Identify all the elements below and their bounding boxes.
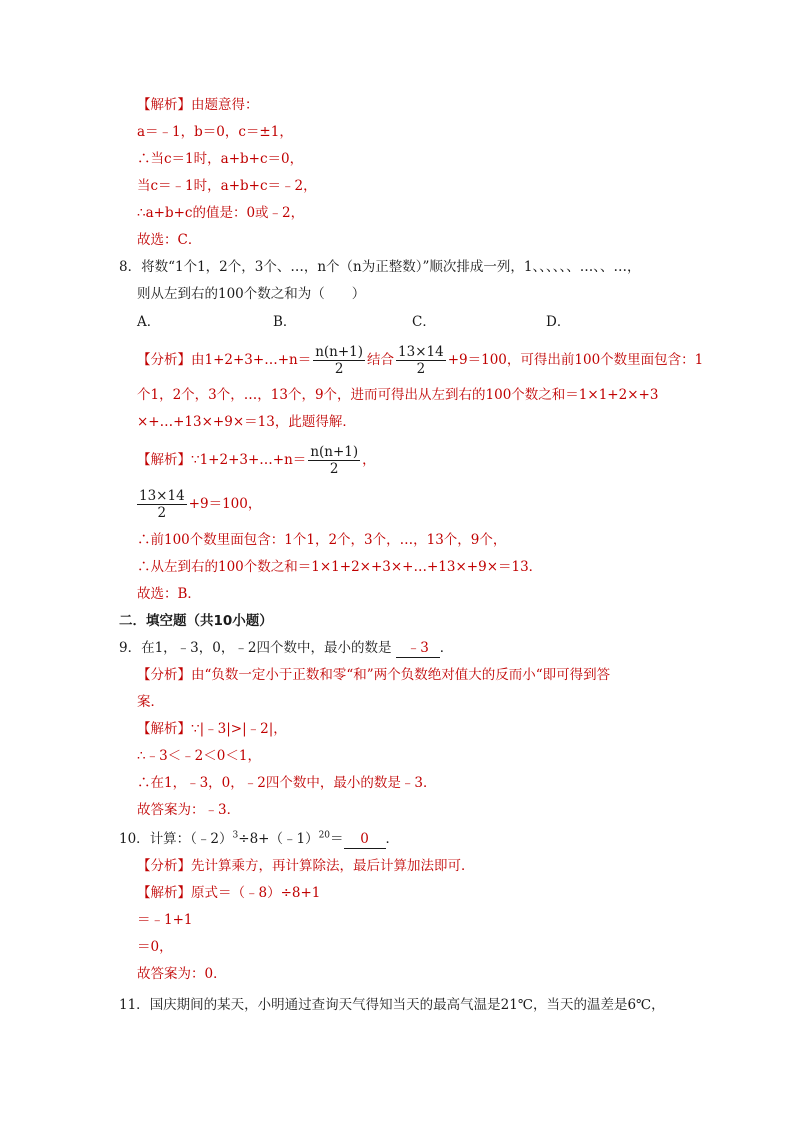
fraction-numerator: 13×14 [139, 488, 185, 504]
solution-tag: 【解析】 [137, 97, 191, 113]
option-c: C． [412, 314, 436, 330]
analysis-text: 由1+2+3+…+n＝ [191, 352, 312, 368]
option-a: A． [137, 314, 161, 330]
question-text: ÷8+（﹣1） [238, 831, 319, 847]
question-number: 11． [119, 997, 150, 1013]
question-9-stem [119, 639, 453, 658]
solution-tag: 【解析】 [137, 721, 191, 737]
q9-solution-line [137, 720, 287, 738]
solution-text: ， [362, 452, 376, 468]
q8-solution-line [137, 484, 261, 524]
fraction [396, 344, 446, 377]
solution-text: ∵|﹣3|>|﹣2|， [191, 721, 287, 737]
analysis-tag: 【分析】 [137, 858, 191, 874]
solution-intro: 由题意得： [191, 97, 259, 113]
exponent: 20 [318, 830, 331, 841]
q8-solution-line [137, 440, 376, 480]
option-b: B． [273, 314, 297, 330]
question-text: ． [385, 831, 400, 847]
analysis-tag: 【分析】 [137, 667, 191, 683]
fraction-denominator: 2 [157, 505, 167, 521]
q7-solution-line [137, 96, 259, 114]
analysis-text: 结合 [367, 352, 395, 368]
analysis-text: 由“负数一定小于正数和零“和”两个负数绝对值大的反而小“即可得到答 [191, 667, 611, 683]
answer-blank: 0 [344, 830, 386, 849]
solution-step: a＝﹣1，b＝0，c＝±1， [137, 124, 293, 140]
solution-tag: 【解析】 [137, 452, 191, 468]
question-8-stem [119, 258, 640, 276]
solution-step: ∴从左到右的100个数之和＝1×1+2×+3×+…+13×+9×＝13． [137, 559, 543, 575]
question-text: 国庆期间的某天，小明通过查询天气得知当天的最高气温是21℃，当天的温差是6℃， [149, 997, 665, 1013]
solution-step: ∴当c＝1时，a+b+c＝0， [137, 151, 304, 167]
solution-text: +9＝100， [188, 496, 262, 512]
question-10-stem [119, 830, 399, 849]
solution-conclusion: 故答案为：﹣3． [137, 802, 241, 818]
solution-step: ＝0， [137, 939, 173, 955]
solution-conclusion: 故选：C． [137, 232, 202, 248]
fraction-numerator: 13×14 [398, 344, 444, 360]
analysis-text: 先计算乘方，再计算除法，最后计算加法即可． [191, 858, 475, 874]
analysis-text: +9＝100，可得出前100个数里面包含：1 [447, 352, 704, 368]
question-8-stem-cont: 则从左到右的100个数之和为（ ） [137, 286, 366, 302]
solution-conclusion: 故选：B． [137, 586, 201, 602]
question-text: 将数“1个1，2个，3个、…，n个（n为正整数）”顺次排成一列，1、、、、、、…、、…， [141, 259, 641, 275]
analysis-text: ×+…+13×+9×＝13，此题得解． [137, 414, 356, 430]
solution-text: ∵1+2+3+…+n＝ [191, 452, 307, 468]
question-number: 10． [119, 831, 150, 847]
section-heading: 二．填空题（共10小题） [119, 613, 273, 629]
solution-step: ∴﹣3＜﹣2＜0＜1， [137, 748, 261, 764]
q10-analysis-line [137, 857, 475, 875]
question-number: 9． [119, 640, 142, 656]
fraction [137, 488, 187, 521]
solution-step: ∴a+b+c的值是：0或﹣2， [137, 205, 305, 221]
fraction-denominator: 2 [416, 361, 426, 377]
q8-analysis-line [137, 340, 703, 380]
fraction [313, 344, 365, 377]
question-text: ． [439, 640, 454, 656]
answer-blank: ﹣3 [396, 639, 440, 658]
fraction-denominator: 2 [334, 361, 344, 377]
solution-step: ＝﹣1+1 [137, 912, 193, 928]
q10-solution-line [137, 884, 320, 902]
question-11-stem [119, 996, 665, 1014]
question-text: ＝ [330, 831, 344, 847]
analysis-text: 个1，2个，3个，…，13个，9个，进而可得出从左到右的100个数之和＝1×1+2×+3 [137, 387, 659, 403]
solution-text: 原式＝（﹣8）÷8+1 [191, 885, 321, 901]
fraction [308, 444, 360, 477]
solution-step: ∴在1，﹣3，0，﹣2四个数中，最小的数是﹣3． [137, 775, 437, 791]
question-text: 在1，﹣3，0，﹣2四个数中，最小的数是 [141, 640, 392, 656]
q9-analysis-line [137, 666, 610, 684]
solution-step: ∴前100个数里面包含：1个1，2个，3个，…，13个，9个， [137, 532, 507, 548]
fraction-numerator: n(n+1) [315, 344, 364, 360]
analysis-tag: 【分析】 [137, 352, 191, 368]
question-text: 计算：（﹣2） [149, 831, 233, 847]
option-d: D． [546, 314, 571, 330]
analysis-text: 案． [137, 694, 164, 710]
fraction-denominator: 2 [329, 461, 339, 477]
exponent: 3 [232, 830, 239, 841]
fraction-numerator: n(n+1) [310, 444, 359, 460]
solution-tag: 【解析】 [137, 885, 191, 901]
solution-step: 当c＝﹣1时，a+b+c＝﹣2， [137, 178, 317, 194]
question-number: 8． [119, 259, 142, 275]
solution-conclusion: 故答案为：0． [137, 966, 227, 982]
